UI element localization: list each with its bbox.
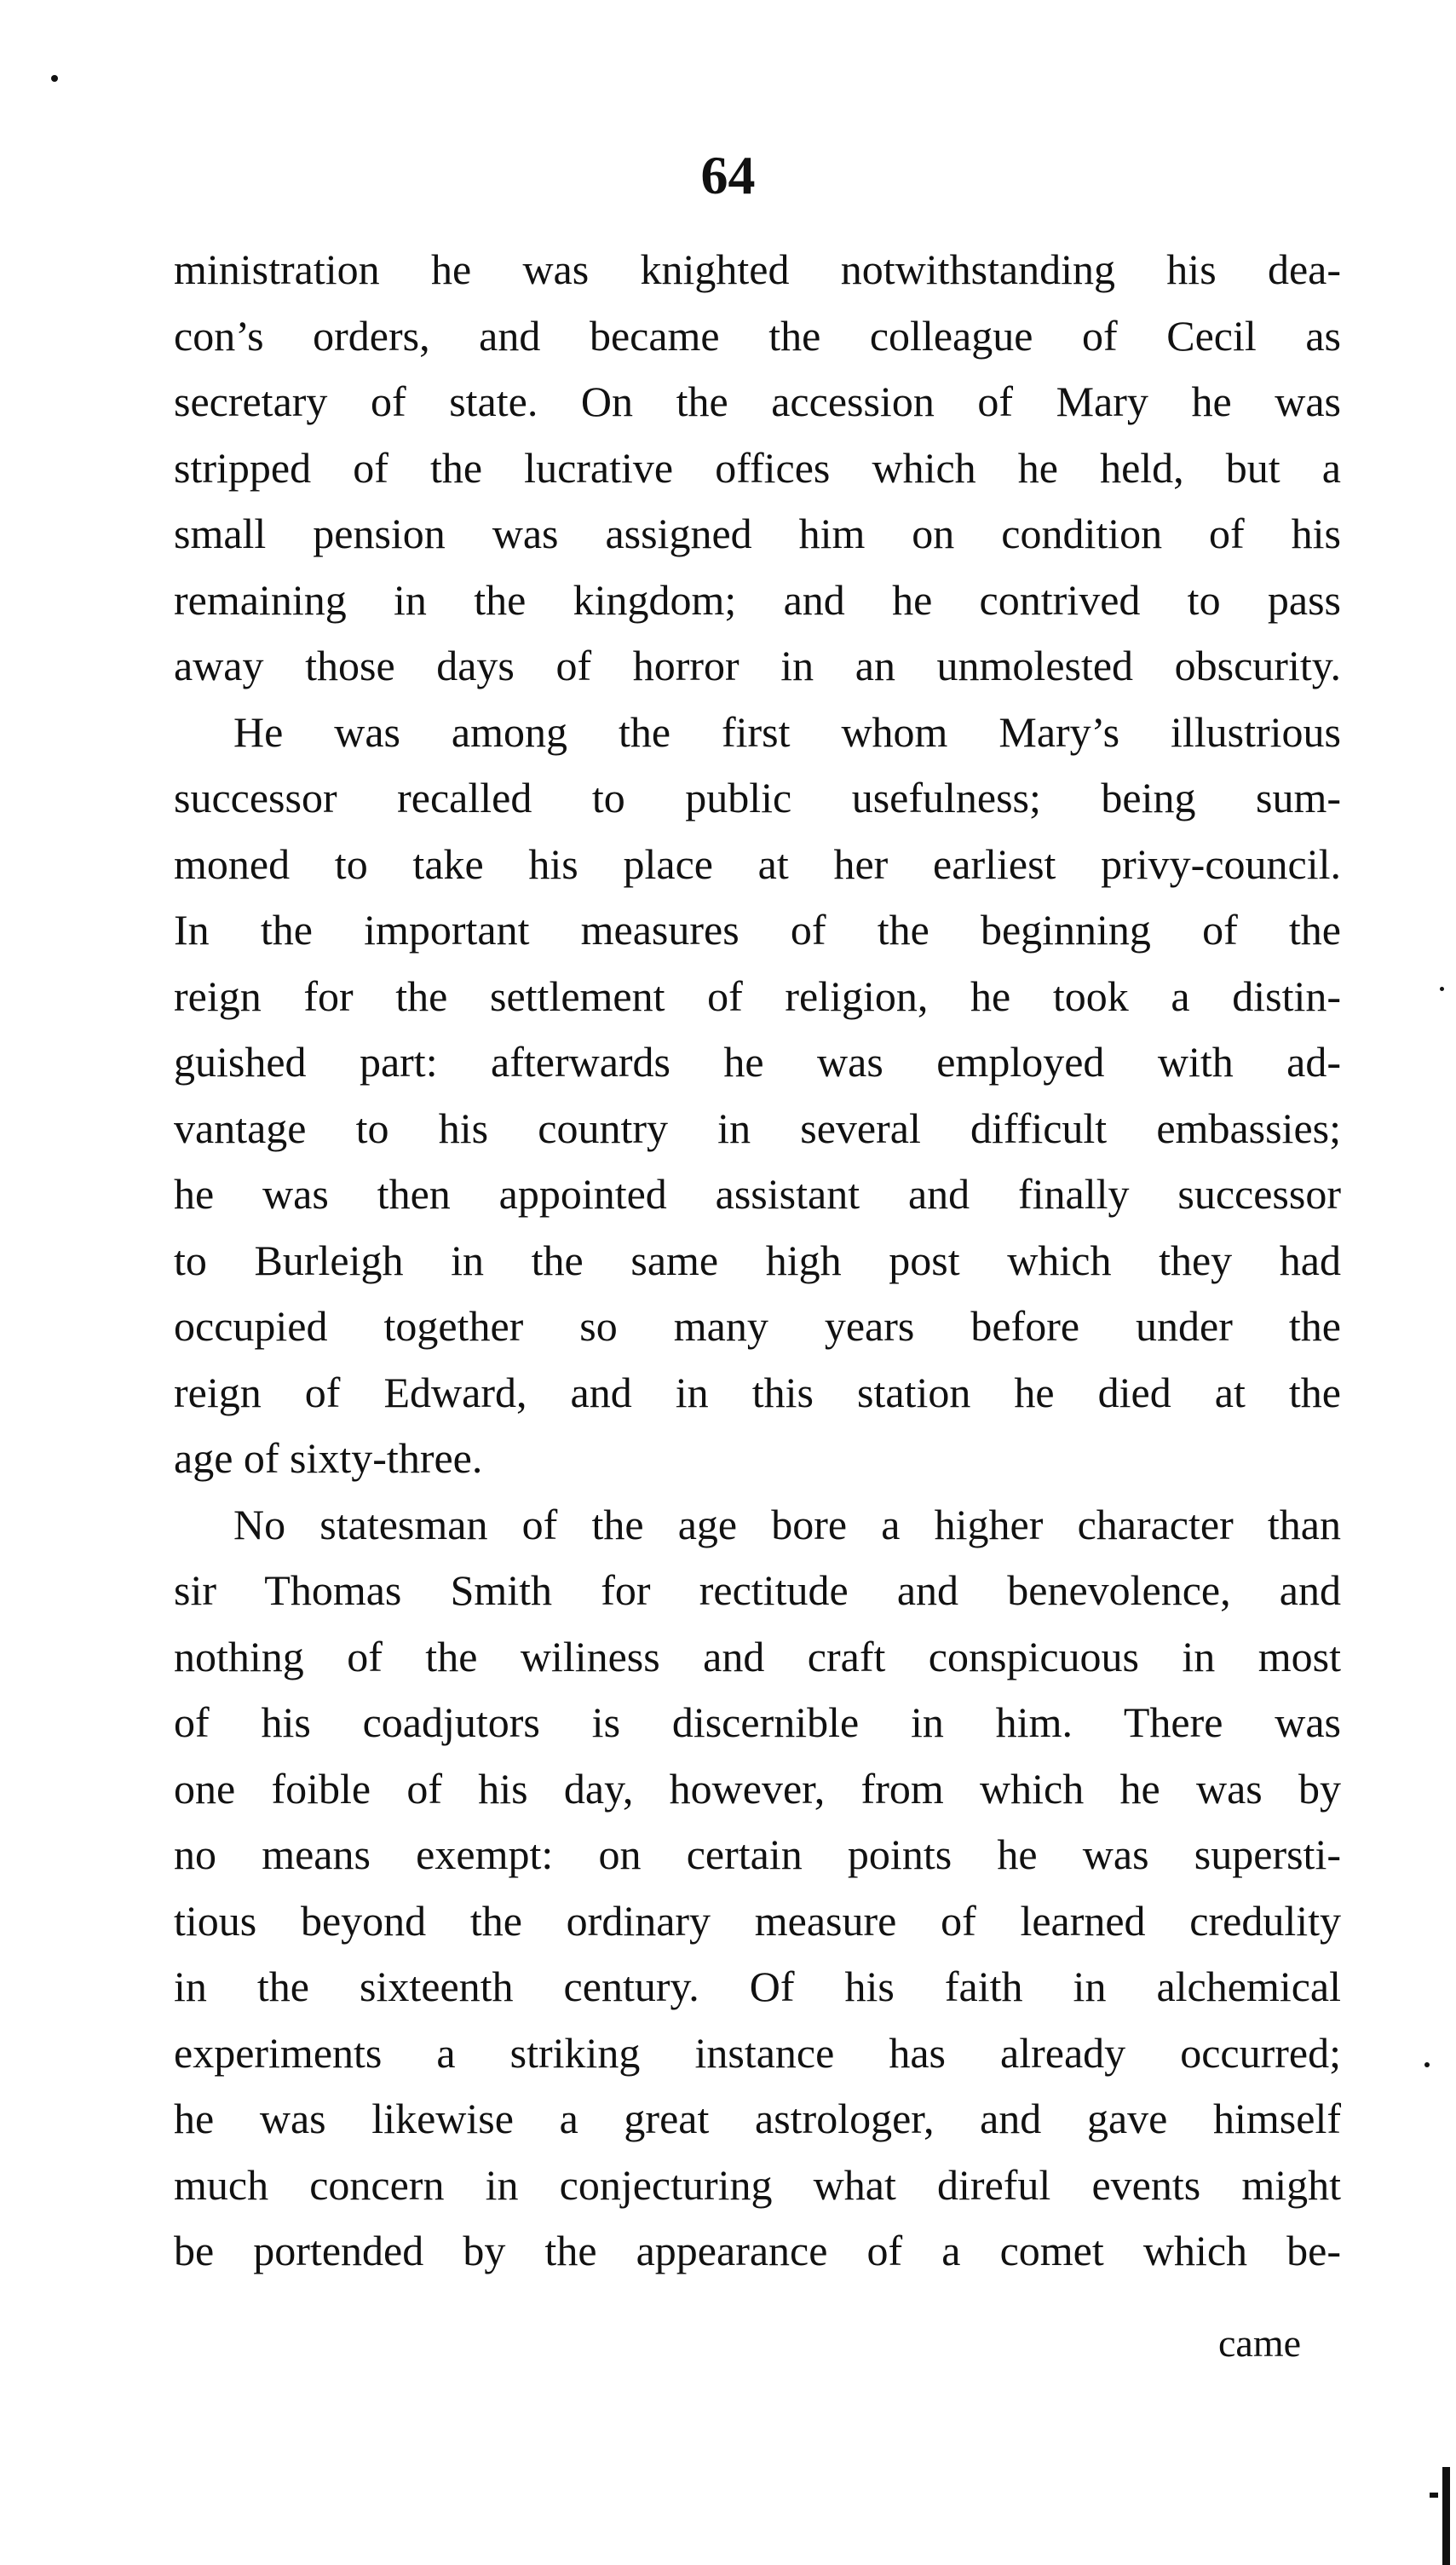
text-line: he was likewise a great astrologer, and gave himself (174, 2095, 1341, 2142)
text-line: guished part: afterwards he was employed with ad- (174, 1038, 1341, 1086)
text-line: ministration he was knighted notwithstanding his dea- (174, 245, 1341, 293)
text-line: successor recalled to public usefulness; being sum- (174, 774, 1341, 821)
text-line: of his coadjutors is discernible in him. There was (174, 1698, 1341, 1746)
text-line: small pension was assigned him on condition of his (174, 510, 1341, 557)
text-line: one foible of his day, however, from which he was by (174, 1764, 1341, 1813)
text-line: remaining in the kingdom; and he contrived to pass (174, 575, 1341, 624)
text-line: he was then appointed assistant and finally successor (174, 1170, 1341, 1218)
text-line: away those days of horror in an unmolested obscurity. (174, 642, 1341, 689)
text-line: vantage to his country in several difficult embassies; (174, 1104, 1341, 1152)
page-edge-mark (1430, 2493, 1438, 2498)
text-line: moned to take his place at her earliest privy-council. (174, 839, 1341, 888)
page-number: 64 (700, 145, 756, 205)
text-line: No statesman of the age bore a higher character than (233, 1500, 1341, 1548)
text-line: In the important measures of the beginning of the (174, 906, 1341, 954)
text-line: be portended by the appearance of a comet which be- (174, 2227, 1341, 2274)
text-line: con’s orders, and became the colleague of Cecil as (174, 311, 1341, 360)
page-edge-mark (1442, 2467, 1450, 2565)
text-line: He was among the first whom Mary’s illustrious (233, 707, 1341, 756)
catchword: came (1218, 2321, 1302, 2365)
page-speck (1440, 987, 1444, 991)
text-line: experiments a striking instance has already occurred; (174, 2028, 1341, 2077)
text-line: sir Thomas Smith for rectitude and benevolence, and (174, 1566, 1341, 1614)
text-line: in the sixteenth century. Of his faith in alchemical (174, 1963, 1341, 2010)
text-line: occupied together so many years before under the (174, 1302, 1341, 1350)
text-line: reign for the settlement of religion, he took a distin- (174, 971, 1341, 1020)
page-speck (1424, 2062, 1430, 2067)
body-text (174, 237, 1341, 2285)
text-line: nothing of the wiliness and craft conspicuous in most (174, 1632, 1341, 1680)
text-line: no means exempt: on certain points he was supersti- (174, 1830, 1341, 1878)
text-line: stripped of the lucrative offices which he held, but a (174, 443, 1341, 492)
text-line: secretary of state. On the accession of Mary he was (174, 378, 1341, 425)
text-line: much concern in conjecturing what direful events might (174, 2160, 1341, 2209)
text-line: age of sixty-three. (174, 1434, 483, 1482)
page-speck (51, 75, 58, 82)
text-line: tious beyond the ordinary measure of learned credulity (174, 1896, 1341, 1945)
text-line: to Burleigh in the same high post which they had (174, 1236, 1341, 1284)
text-line: reign of Edward, and in this station he died at the (174, 1368, 1341, 1416)
